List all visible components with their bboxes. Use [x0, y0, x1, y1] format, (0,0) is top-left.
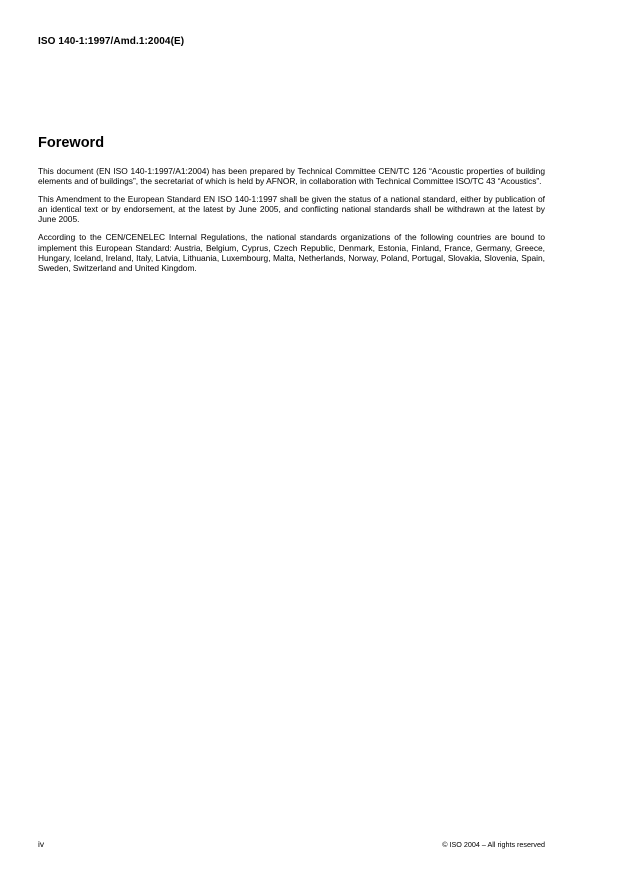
foreword-body: [38, 166, 545, 281]
page-number: iv: [38, 839, 45, 849]
document-id: ISO 140-1:1997/Amd.1:2004(E): [38, 36, 185, 47]
paragraph-countries: According to the CEN/CENELEC Internal Regulations, the national standards organizations of the following countries are bound to implement this European Standard: Austria, Belgium, Cyprus, Czech Republic, Denmark, Estonia, Finland, France, Germany, Greece, Hungary, Iceland, Ireland, Italy, Latvia, Lithuania, Luxembourg, Malta, Netherlands, Norway, Poland, Portugal, Slovakia, Slovenia, Spain, Sweden, Switzerland and United Kingdom.: [38, 232, 545, 273]
paragraph-status: This Amendment to the European Standard EN ISO 140-1:1997 shall be given the status of a national standard, either by publication of an identical text or by endorsement, at the latest by June 2005, and conflicting national standards shall be withdrawn at the latest by June 2005.: [38, 194, 545, 225]
paragraph-preparation: This document (EN ISO 140-1:1997/A1:2004) has been prepared by Technical Committee CEN/TC 126 “Acoustic properties of building elements and of buildings”, the secretariat of which is held by AFNOR, in collaboration with Technical Committee ISO/TC 43 “Acoustics”.: [38, 166, 545, 187]
section-title: Foreword: [38, 135, 105, 151]
copyright-notice: © ISO 2004 – All rights reserved: [442, 840, 545, 849]
